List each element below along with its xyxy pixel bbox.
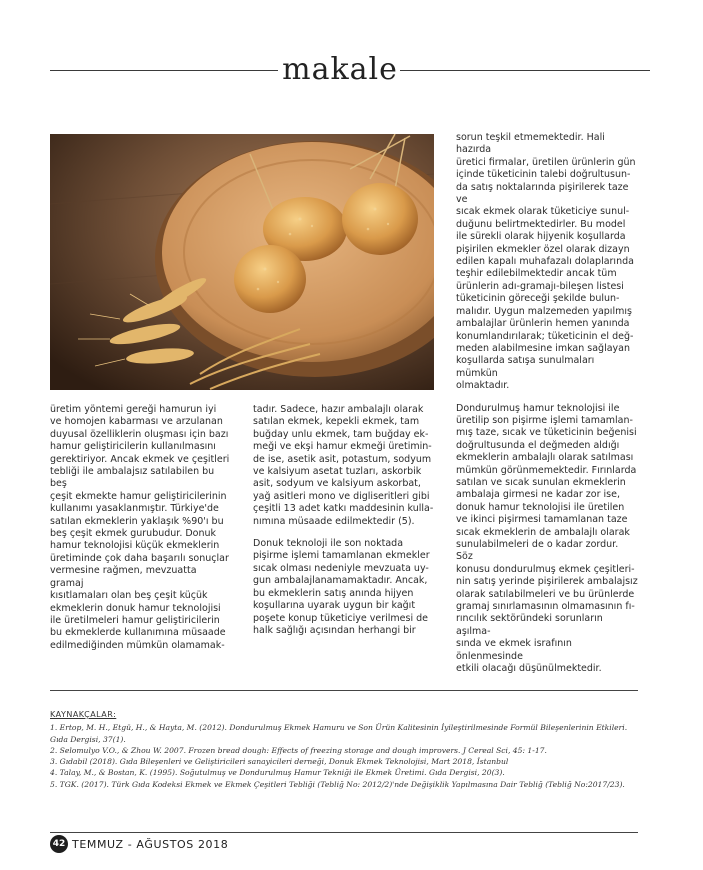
reference-item: 4. Talay, M., & Bostan, K. (1995). Soğutulmuş ve Dondurulmuş Hamur Tekniği ile Ekmek Üretimi. Gıda Dergisi, 20(3).: [50, 768, 505, 778]
header-rule-left: [50, 70, 278, 71]
issue-date: TEMMUZ - AĞUSTOS 2018: [72, 837, 229, 851]
reference-item: 2. Selomulyo V.O., & Zhou W. 2007. Frozen bread dough: Effects of freezing storage and dough improvers. J Cereal Sci, 45: 1-17.: [50, 745, 547, 755]
bread-wheat-photo: [50, 134, 434, 390]
paragraph: tadır. Sadece, hazır ambalajlı olarak satılan ekmek, kepekli ekmek, tam buğday unlu ekmek, tam buğday ek- meği ve ekşi hamur ekmeği üretimin- de ise, asetik asit, potastum, sodyum ve kalsiyum asetat tuzları, askorbik asit, sodyum ve kalsiyum askorbat, yağ asitleri mono ve digliseritleri gibi çeşitli 13 adet katkı maddesinin kulla- nımına müsaade edilmektedir (5).: [253, 404, 434, 527]
article-column-2: [253, 404, 435, 647]
references-divider: [50, 690, 638, 691]
reference-item: 5. TGK. (2017). Türk Gıda Kodeksi Ekmek ve Ekmek Çeşitleri Tebliği (Tebliğ No: 2012/2)'nde Değişiklik Yapılmasına Dair Tebliğ (Tebliğ No:2017/23).: [50, 779, 625, 789]
references-title: KAYNAKÇALAR:: [50, 710, 117, 719]
article-column-1: [50, 404, 232, 662]
references: [50, 709, 638, 790]
footer-divider: [50, 832, 638, 833]
reference-item: 1. Ertop, M. H., Etgü, H., & Hayta, M. (2012). Dondurulmuş Ekmek Hamuru ve Son Ürün Kalitesinin İyileştirilmesinde Formül Bileşenlerinin Etkileri. Gıda Dergisi, 37(1).: [50, 723, 628, 744]
header-rule-right: [400, 70, 650, 71]
page-number: 42: [50, 835, 68, 853]
paragraph: Donuk teknoloji ile son noktada pişirme işlemi tamamlanan ekmekler sıcak olması nedeniyle mevzuata uy- gun ambalajlanamamaktadır. Ancak, bu ekmeklerin satış anında hijyen koşullarına uyarak uygun bir kağıt poşete konup tüketiciye verilmesi de halk sağlığı açısından herhangi bir: [253, 538, 430, 636]
reference-item: 3. Gıdabil (2018). Gıda Bileşenleri ve Geliştiricileri sanayicileri derneği, Donuk Ekmek Teknolojisi, Mart 2018, İstanbul: [50, 757, 509, 767]
paragraph: sorun teşkil etmemektedir. Hali hazırda üretici firmalar, üretilen ürünlerin gün içinde tüketicinin talebi doğrultusun- da satış noktalarında pişirilerek taze ve sıcak ekmek olarak tüketiciye sunul- duğunu belirtmektedirler. Bu model ile sürekli olarak hijyenik koşullarda pişirilen ekmekler özel olarak dizayn edilen kapalı muhafazalı dolaplarında teşhir edilebilmektedir ancak tüm ürünlerin adı-gramajı-bileşen listesi tüketicinin göreceği şekilde bulun- malıdır. Uygun malzemeden yapılmış ambalajlar ürünlerin hemen yanında konumlandırılarak; tüketicinin el değ- meden alabilmesine imkan sağlayan koşullarda satışa sunulmaları mümkün olmaktadır.: [456, 132, 636, 392]
paragraph: üretim yöntemi gereği hamurun iyi ve homojen kabarması ve arzulanan duyusal özelliklerin oluşması için bazı hamur geliştiricilerin kullanılmasını gerektiriyor. Ancak ekmek ve çeşitleri tebliği ile ambalajsız satılabilen bu beş çeşit ekmekte hamur geliştiricilerinin kullanımı yasaklanmıştır. Türkiye'de satılan ekmeklerin yaklaşık %90'ı bu beş çeşit ekmek gurubudur. Donuk hamur teknolojisi küçük ekmeklerin üretiminde çok daha başarılı sonuçlar vermesine rağmen, mevzuatta gramaj kısıtlamaları olan beş çeşit küçük ekmeklerin donuk hamur teknolojisi ile üretilmeleri hamur geliştiricilerin bu ekmeklerde kullanımına müsaade edilmediğinden mümkün olamamak-: [50, 404, 230, 651]
footer: [50, 834, 228, 854]
section-title: makale: [282, 52, 398, 87]
paragraph: Dondurulmuş hamur teknolojisi ile üretilip son pişirme işlemi tamamlan- mış taze, sıcak ve tüketicinin beğenisi doğrultusunda el değmeden aldığı ekmeklerin ambalajlı olarak satılması mümkün görünmemektedir. Fırınlarda satılan ve sıcak sunulan ekmeklerin ambalaja girmesi ne kadar zor ise, donuk hamur teknolojisi ile üretilen ve ikinci pişirmesi tamamlanan taze sıcak ekmeklerin de ambalajlı olarak sunulabilmeleri de o kadar zordur. Söz konusu dondurulmuş ekmek çeşitleri- nin satış yerinde pişirilerek ambalajsız olarak satılabilmeleri ve bu ürünlerde gramaj sınırlamasının olmamasının fı- rıncılık sektöründeki sorunların aşılma- sında ve ekmek israfının önlenmesinde etkili olacağı düşünülmektedir.: [456, 402, 638, 675]
article-column-3: [456, 132, 638, 685]
